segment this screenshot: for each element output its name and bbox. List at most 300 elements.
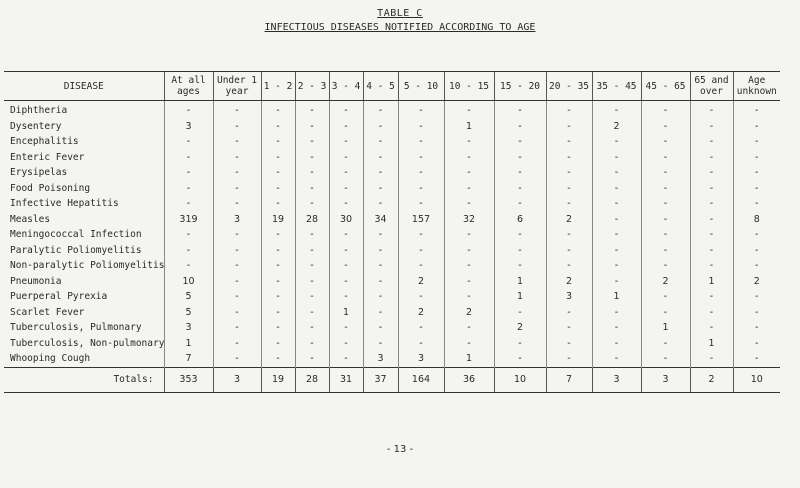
count-cell: 7 xyxy=(164,351,213,367)
disease-name-cell: Paralytic Poliomyelitis xyxy=(10,244,142,256)
count-cell: - xyxy=(295,274,329,290)
count-cell: - xyxy=(213,165,261,181)
count-cell: 6 xyxy=(494,212,546,228)
count-cell: - xyxy=(444,196,494,212)
count-cell: - xyxy=(444,243,494,259)
column-header: 4 - 5 xyxy=(363,72,398,101)
count-cell: - xyxy=(398,150,444,166)
count-cell: - xyxy=(363,227,398,243)
count-cell: - xyxy=(690,134,733,150)
count-cell: - xyxy=(329,351,363,367)
count-cell: - xyxy=(494,351,546,367)
disease-name-cell: Measles xyxy=(10,213,51,225)
count-cell: - xyxy=(546,243,592,259)
total-cell: 31 xyxy=(329,367,363,392)
disease-name-cell: Meningococcal Infection xyxy=(10,229,142,241)
column-header: Age unknown xyxy=(733,72,780,101)
count-cell: - xyxy=(295,305,329,321)
count-cell: 8 xyxy=(733,212,780,228)
count-cell: - xyxy=(213,258,261,274)
count-cell: - xyxy=(363,243,398,259)
count-cell: 3 xyxy=(164,119,213,135)
column-header: 3 - 4 xyxy=(329,72,363,101)
count-cell: - xyxy=(546,181,592,197)
count-cell: - xyxy=(733,305,780,321)
count-cell: - xyxy=(444,134,494,150)
count-cell: - xyxy=(592,351,641,367)
count-cell: - xyxy=(363,150,398,166)
disease-name-cell: Diphtheria xyxy=(10,105,68,117)
table-row xyxy=(4,119,780,135)
count-cell: 2 xyxy=(733,274,780,290)
count-cell: - xyxy=(690,150,733,166)
table-row xyxy=(4,336,780,352)
count-cell: - xyxy=(444,227,494,243)
count-cell: - xyxy=(494,336,546,352)
count-cell: 3 xyxy=(398,351,444,367)
table-row xyxy=(4,165,780,181)
total-cell: 2 xyxy=(690,367,733,392)
total-cell: 36 xyxy=(444,367,494,392)
table-row xyxy=(4,258,780,274)
count-cell: - xyxy=(733,320,780,336)
totals-label: Totals: xyxy=(4,367,164,392)
count-cell: - xyxy=(733,196,780,212)
count-cell: - xyxy=(733,258,780,274)
count-cell: - xyxy=(733,181,780,197)
table-row xyxy=(4,320,780,336)
count-cell: - xyxy=(690,258,733,274)
count-cell: - xyxy=(398,165,444,181)
column-header: 45 - 65 xyxy=(641,72,690,101)
count-cell: 2 xyxy=(398,274,444,290)
total-cell: 37 xyxy=(363,367,398,392)
count-cell: - xyxy=(398,243,444,259)
disease-name-cell: Erysipelas xyxy=(10,167,68,179)
count-cell: - xyxy=(494,227,546,243)
count-cell: 3 xyxy=(363,351,398,367)
count-cell: 10 xyxy=(164,274,213,290)
count-cell: - xyxy=(295,119,329,135)
count-cell: - xyxy=(444,289,494,305)
total-cell: 353 xyxy=(164,367,213,392)
table-row xyxy=(4,243,780,259)
count-cell: - xyxy=(733,336,780,352)
count-cell: - xyxy=(363,196,398,212)
count-cell: - xyxy=(444,181,494,197)
count-cell: - xyxy=(641,165,690,181)
count-cell: - xyxy=(690,289,733,305)
count-cell: - xyxy=(546,305,592,321)
disease-name-cell: Non-paralytic Poliomyelitis xyxy=(10,260,164,272)
disease-name-cell: Encephalitis xyxy=(10,136,79,148)
count-cell: - xyxy=(398,181,444,197)
count-cell: - xyxy=(363,165,398,181)
count-cell: - xyxy=(690,119,733,135)
count-cell: - xyxy=(494,305,546,321)
count-cell: - xyxy=(546,196,592,212)
count-cell: - xyxy=(546,227,592,243)
table-row xyxy=(4,101,780,119)
count-cell: - xyxy=(261,274,295,290)
count-cell: - xyxy=(213,336,261,352)
count-cell: 19 xyxy=(261,212,295,228)
count-cell: 2 xyxy=(641,274,690,290)
count-cell: - xyxy=(398,227,444,243)
count-cell: - xyxy=(329,320,363,336)
total-cell: 3 xyxy=(641,367,690,392)
count-cell: - xyxy=(733,351,780,367)
count-cell: 3 xyxy=(546,289,592,305)
count-cell: 157 xyxy=(398,212,444,228)
disease-name-cell: Tuberculosis, Pulmonary xyxy=(10,322,142,334)
count-cell: - xyxy=(592,320,641,336)
count-cell: - xyxy=(261,181,295,197)
count-cell: 28 xyxy=(295,212,329,228)
count-cell: - xyxy=(592,212,641,228)
total-cell: 3 xyxy=(592,367,641,392)
table-body xyxy=(4,101,780,368)
count-cell: - xyxy=(261,258,295,274)
count-cell: - xyxy=(329,289,363,305)
count-cell: - xyxy=(261,150,295,166)
count-cell: 32 xyxy=(444,212,494,228)
count-cell: - xyxy=(213,351,261,367)
column-header: Under 1 year xyxy=(213,72,261,101)
count-cell: 5 xyxy=(164,289,213,305)
count-cell: - xyxy=(164,165,213,181)
count-cell: - xyxy=(261,196,295,212)
count-cell: - xyxy=(329,227,363,243)
disease-name-cell: Enteric Fever xyxy=(10,151,85,163)
table-row xyxy=(4,150,780,166)
count-cell: - xyxy=(164,227,213,243)
count-cell: - xyxy=(329,134,363,150)
count-cell: - xyxy=(546,165,592,181)
count-cell: - xyxy=(733,119,780,135)
table-row xyxy=(4,227,780,243)
count-cell: - xyxy=(690,165,733,181)
count-cell: 34 xyxy=(363,212,398,228)
count-cell: - xyxy=(546,336,592,352)
count-cell: - xyxy=(295,289,329,305)
count-cell: - xyxy=(592,305,641,321)
count-cell: - xyxy=(546,119,592,135)
count-cell: - xyxy=(213,181,261,197)
count-cell: - xyxy=(641,134,690,150)
count-cell: 1 xyxy=(494,289,546,305)
count-cell: - xyxy=(641,227,690,243)
count-cell: - xyxy=(398,119,444,135)
count-cell: 3 xyxy=(213,212,261,228)
count-cell: - xyxy=(641,101,690,119)
column-header: 20 - 35 xyxy=(546,72,592,101)
count-cell: - xyxy=(592,227,641,243)
column-header: 5 - 10 xyxy=(398,72,444,101)
count-cell: - xyxy=(592,165,641,181)
count-cell: - xyxy=(641,336,690,352)
count-cell: - xyxy=(494,134,546,150)
table-row xyxy=(4,212,780,228)
count-cell: - xyxy=(164,196,213,212)
count-cell: - xyxy=(295,336,329,352)
count-cell: - xyxy=(329,258,363,274)
count-cell: - xyxy=(261,289,295,305)
count-cell: - xyxy=(213,150,261,166)
column-header: At all ages xyxy=(164,72,213,101)
count-cell: - xyxy=(213,320,261,336)
count-cell: - xyxy=(444,258,494,274)
count-cell: - xyxy=(690,212,733,228)
count-cell: - xyxy=(546,150,592,166)
count-cell: - xyxy=(690,181,733,197)
count-cell: - xyxy=(690,101,733,119)
count-cell: 1 xyxy=(329,305,363,321)
count-cell: - xyxy=(546,351,592,367)
disease-name-cell: Dysentery xyxy=(10,120,62,132)
count-cell: - xyxy=(733,101,780,119)
count-cell: 1 xyxy=(494,274,546,290)
count-cell: - xyxy=(690,243,733,259)
count-cell: - xyxy=(494,196,546,212)
count-cell: - xyxy=(213,134,261,150)
table-row xyxy=(4,134,780,150)
count-cell: - xyxy=(329,150,363,166)
count-cell: - xyxy=(398,196,444,212)
count-cell: - xyxy=(641,351,690,367)
count-cell: - xyxy=(295,134,329,150)
disease-name-cell: Whooping Cough xyxy=(10,353,91,365)
column-header: DISEASE xyxy=(4,72,164,101)
count-cell: - xyxy=(444,165,494,181)
count-cell: - xyxy=(363,258,398,274)
total-cell: 28 xyxy=(295,367,329,392)
disease-name-cell: Infective Hepatitis xyxy=(10,198,119,210)
count-cell: - xyxy=(295,165,329,181)
column-header: 35 - 45 xyxy=(592,72,641,101)
count-cell: - xyxy=(363,320,398,336)
header-row xyxy=(4,72,780,101)
count-cell: - xyxy=(494,165,546,181)
count-cell: - xyxy=(398,336,444,352)
count-cell: - xyxy=(592,258,641,274)
count-cell: 1 xyxy=(690,274,733,290)
table-row xyxy=(4,181,780,197)
count-cell: - xyxy=(398,134,444,150)
count-cell: - xyxy=(363,289,398,305)
count-cell: - xyxy=(444,336,494,352)
count-cell: - xyxy=(398,258,444,274)
count-cell: - xyxy=(592,101,641,119)
table-row xyxy=(4,289,780,305)
table-row xyxy=(4,274,780,290)
count-cell: - xyxy=(329,274,363,290)
count-cell: 30 xyxy=(329,212,363,228)
count-cell: - xyxy=(398,289,444,305)
count-cell: 2 xyxy=(546,274,592,290)
count-cell: - xyxy=(592,336,641,352)
count-cell: 1 xyxy=(444,119,494,135)
count-cell: - xyxy=(261,351,295,367)
count-cell: - xyxy=(363,101,398,119)
count-cell: - xyxy=(363,134,398,150)
count-cell: - xyxy=(261,227,295,243)
count-cell: - xyxy=(164,243,213,259)
total-cell: 10 xyxy=(733,367,780,392)
count-cell: 5 xyxy=(164,305,213,321)
count-cell: - xyxy=(641,150,690,166)
count-cell: - xyxy=(295,320,329,336)
count-cell: - xyxy=(690,196,733,212)
count-cell: - xyxy=(733,134,780,150)
column-header: 2 - 3 xyxy=(295,72,329,101)
count-cell: - xyxy=(329,119,363,135)
count-cell: 1 xyxy=(690,336,733,352)
count-cell: - xyxy=(329,181,363,197)
count-cell: - xyxy=(329,165,363,181)
count-cell: - xyxy=(261,165,295,181)
total-cell: 19 xyxy=(261,367,295,392)
count-cell: - xyxy=(295,227,329,243)
count-cell: - xyxy=(592,274,641,290)
count-cell: 1 xyxy=(592,289,641,305)
count-cell: - xyxy=(690,305,733,321)
total-cell: 164 xyxy=(398,367,444,392)
count-cell: - xyxy=(641,243,690,259)
count-cell: - xyxy=(295,351,329,367)
count-cell: - xyxy=(546,320,592,336)
count-cell: - xyxy=(164,150,213,166)
count-cell: - xyxy=(494,101,546,119)
count-cell: - xyxy=(363,336,398,352)
count-cell: - xyxy=(363,274,398,290)
count-cell: - xyxy=(641,258,690,274)
table-row xyxy=(4,305,780,321)
count-cell: 2 xyxy=(444,305,494,321)
count-cell: - xyxy=(213,119,261,135)
count-cell: - xyxy=(690,227,733,243)
count-cell: - xyxy=(592,181,641,197)
count-cell: - xyxy=(261,320,295,336)
count-cell: - xyxy=(261,243,295,259)
count-cell: 1 xyxy=(444,351,494,367)
count-cell: - xyxy=(213,305,261,321)
count-cell: - xyxy=(213,289,261,305)
table-row xyxy=(4,351,780,367)
count-cell: - xyxy=(641,181,690,197)
column-header: 10 - 15 xyxy=(444,72,494,101)
count-cell: - xyxy=(733,165,780,181)
count-cell: - xyxy=(164,101,213,119)
count-cell: - xyxy=(546,101,592,119)
count-cell: - xyxy=(641,305,690,321)
count-cell: - xyxy=(641,196,690,212)
disease-name-cell: Tuberculosis, Non-pulmonary xyxy=(10,337,164,349)
count-cell: - xyxy=(641,212,690,228)
count-cell: - xyxy=(733,150,780,166)
count-cell: - xyxy=(164,258,213,274)
count-cell: - xyxy=(213,227,261,243)
table-row xyxy=(4,196,780,212)
total-cell: 10 xyxy=(494,367,546,392)
count-cell: - xyxy=(592,243,641,259)
count-cell: - xyxy=(164,134,213,150)
count-cell: - xyxy=(295,243,329,259)
infectious-diseases-table xyxy=(4,71,780,393)
count-cell: 319 xyxy=(164,212,213,228)
count-cell: - xyxy=(494,119,546,135)
count-cell: - xyxy=(546,134,592,150)
count-cell: - xyxy=(592,196,641,212)
count-cell: - xyxy=(494,181,546,197)
count-cell: - xyxy=(592,150,641,166)
count-cell: - xyxy=(213,243,261,259)
count-cell: 2 xyxy=(546,212,592,228)
table-subtitle: INFECTIOUS DISEASES NOTIFIED ACCORDING TO AGE xyxy=(264,22,536,33)
count-cell: - xyxy=(690,351,733,367)
count-cell: - xyxy=(444,150,494,166)
count-cell: - xyxy=(329,196,363,212)
count-cell: - xyxy=(690,320,733,336)
count-cell: - xyxy=(164,181,213,197)
count-cell: 3 xyxy=(164,320,213,336)
count-cell: - xyxy=(641,119,690,135)
count-cell: 2 xyxy=(592,119,641,135)
count-cell: 1 xyxy=(164,336,213,352)
count-cell: - xyxy=(494,150,546,166)
disease-name-cell: Pneumonia xyxy=(10,275,62,287)
count-cell: 1 xyxy=(641,320,690,336)
table-title: TABLE C xyxy=(377,8,423,19)
count-cell: - xyxy=(329,243,363,259)
count-cell: - xyxy=(295,181,329,197)
disease-name-cell: Food Poisoning xyxy=(10,182,91,194)
count-cell: 2 xyxy=(398,305,444,321)
count-cell: - xyxy=(261,101,295,119)
count-cell: - xyxy=(295,196,329,212)
count-cell: - xyxy=(329,101,363,119)
page-number: - 13 - xyxy=(386,444,414,455)
disease-name-cell: Scarlet Fever xyxy=(10,306,85,318)
count-cell: - xyxy=(295,150,329,166)
column-header: 1 - 2 xyxy=(261,72,295,101)
count-cell: - xyxy=(261,336,295,352)
count-cell: - xyxy=(444,320,494,336)
count-cell: - xyxy=(733,243,780,259)
count-cell: - xyxy=(592,134,641,150)
count-cell: - xyxy=(329,336,363,352)
count-cell: - xyxy=(398,320,444,336)
count-cell: - xyxy=(261,134,295,150)
count-cell: - xyxy=(295,101,329,119)
count-cell: - xyxy=(546,258,592,274)
count-cell: - xyxy=(494,243,546,259)
count-cell: - xyxy=(363,305,398,321)
total-cell: 3 xyxy=(213,367,261,392)
count-cell: - xyxy=(213,274,261,290)
count-cell: - xyxy=(213,101,261,119)
count-cell: - xyxy=(295,258,329,274)
count-cell: 2 xyxy=(494,320,546,336)
count-cell: - xyxy=(363,119,398,135)
totals-row xyxy=(4,367,780,392)
count-cell: - xyxy=(444,101,494,119)
count-cell: - xyxy=(733,289,780,305)
count-cell: - xyxy=(444,274,494,290)
total-cell: 7 xyxy=(546,367,592,392)
count-cell: - xyxy=(261,305,295,321)
count-cell: - xyxy=(641,289,690,305)
